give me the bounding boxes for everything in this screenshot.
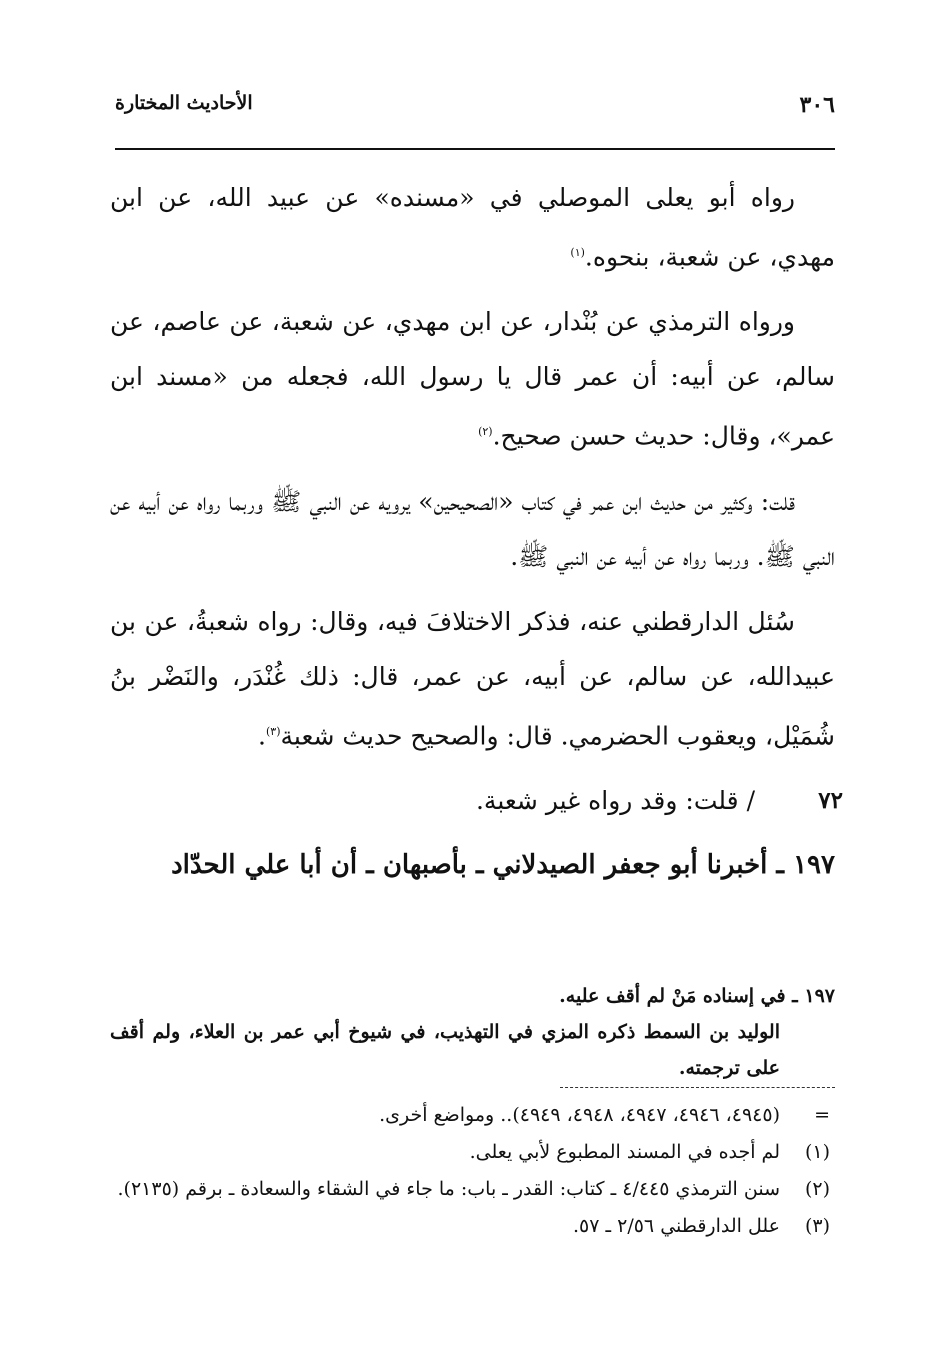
footnote-ref-2: (٢) bbox=[478, 425, 493, 439]
footnote-mark: (٢) bbox=[804, 1178, 830, 1200]
footnote-ref-3: (٣) bbox=[265, 724, 281, 738]
running-title: الأحاديث المختارة bbox=[115, 92, 253, 114]
paragraph-3: قلت: وكثير من حديث ابن عمر في كتاب «الصحيحين» يرويه عن النبي ﷺ وربما رواه عن أبيه عن النبي ﷺ. وربما رواه عن أبيه عن النبي ﷺ. bbox=[110, 486, 835, 571]
footnote-3 bbox=[105, 1211, 835, 1242]
editor-note-1: ١٩٧ ـ في إسناده مَنْ لم أقف عليه. bbox=[559, 985, 835, 1007]
footnote-text: (٤٩٤٥، ٤٩٤٦، ٤٩٤٧، ٤٩٤٨، ٤٩٤٩).. ومواضع أخرى. bbox=[379, 1104, 780, 1126]
page-header bbox=[115, 92, 835, 132]
main-text bbox=[110, 170, 843, 893]
editor-note-2: الوليد بن السمط ذكره المزي في التهذيب، في شيوخ أبي عمر بن العلاء، ولم أقف على ترجمته. bbox=[110, 1021, 780, 1079]
paragraph-5-text: قلت: وقد رواه غير شعبة. bbox=[475, 785, 739, 815]
page-number: ٣٠٦ bbox=[799, 92, 835, 118]
hadith-heading: ١٩٧ ـ أخبرنا أبو جعفر الصيدلاني ـ بأصبهان ـ أن أبا علي الحدّاد bbox=[171, 849, 835, 880]
footnote-2 bbox=[105, 1174, 835, 1205]
footnote-text: علل الدارقطني ٢/٥٦ ـ ٥٧. bbox=[573, 1215, 780, 1237]
paragraph-1-text: رواه أبو يعلى الموصلي في «مسنده» عن عبيد الله، عن ابن مهدي، عن شعبة، بنحوه. bbox=[110, 183, 835, 272]
margin-folio-number: ٧٢ bbox=[818, 786, 843, 814]
folio-marker: / bbox=[746, 785, 755, 815]
footnotes bbox=[105, 1100, 835, 1248]
editor-notes bbox=[110, 978, 835, 1086]
paragraph-4-text: سُئل الدارقطني عنه، فذكر الاختلافَ فيه، وقال: رواه شعبةُ، عن بن عبيدالله، عن سالم، عن أبيه، عن عمر، قال: ذلك غُنْدَر، والنَضْر بنُ شُمَيْل، ويعقوب الحضرمي. قال: والصحيح حديث شعبة bbox=[110, 606, 835, 750]
footnote-mark: = bbox=[814, 1104, 830, 1126]
header-rule bbox=[115, 148, 835, 150]
footnote-ref-1: (١) bbox=[570, 246, 585, 259]
paragraph-2 bbox=[110, 294, 835, 463]
paragraph-5 bbox=[110, 773, 843, 828]
footnote-mark: (١) bbox=[804, 1141, 830, 1163]
footnote-1 bbox=[105, 1137, 835, 1168]
paragraph-1 bbox=[110, 170, 835, 284]
footnote-text: سنن الترمذي ٤/٤٤٥ ـ كتاب: القدر ـ باب: ما جاء في الشقاء والسعادة ـ برقم (٢١٣٥). bbox=[117, 1178, 780, 1200]
footnote-mark: (٣) bbox=[804, 1215, 830, 1237]
footnote-separator bbox=[560, 1087, 835, 1088]
paragraph-4: سُئل الدارقطني عنه، فذكر الاختلافَ فيه، وقال: رواه شعبةُ، عن بن عبيدالله، عن سالم، عن أبيه، عن عمر، قال: ذلك غُنْدَر، والنَضْر بنُ شُمَيْل، ويعقوب الحضرمي. قال: والصحيح حديث شعبة$^{(٣)}$. bbox=[110, 606, 835, 750]
footnote-continuation bbox=[105, 1100, 835, 1131]
paragraph-2-text: ورواه الترمذي عن بُنْدار، عن ابن مهدي، عن شعبة، عن عاصم، عن سالم، عن أبيه: أن عمر قال يا رسول الله، فجعله من «مسند ابن عمر»، وقال: حديث حسن صحيح. bbox=[110, 307, 835, 451]
footnote-text: لم أجده في المسند المطبوع لأبي يعلى. bbox=[469, 1141, 780, 1163]
